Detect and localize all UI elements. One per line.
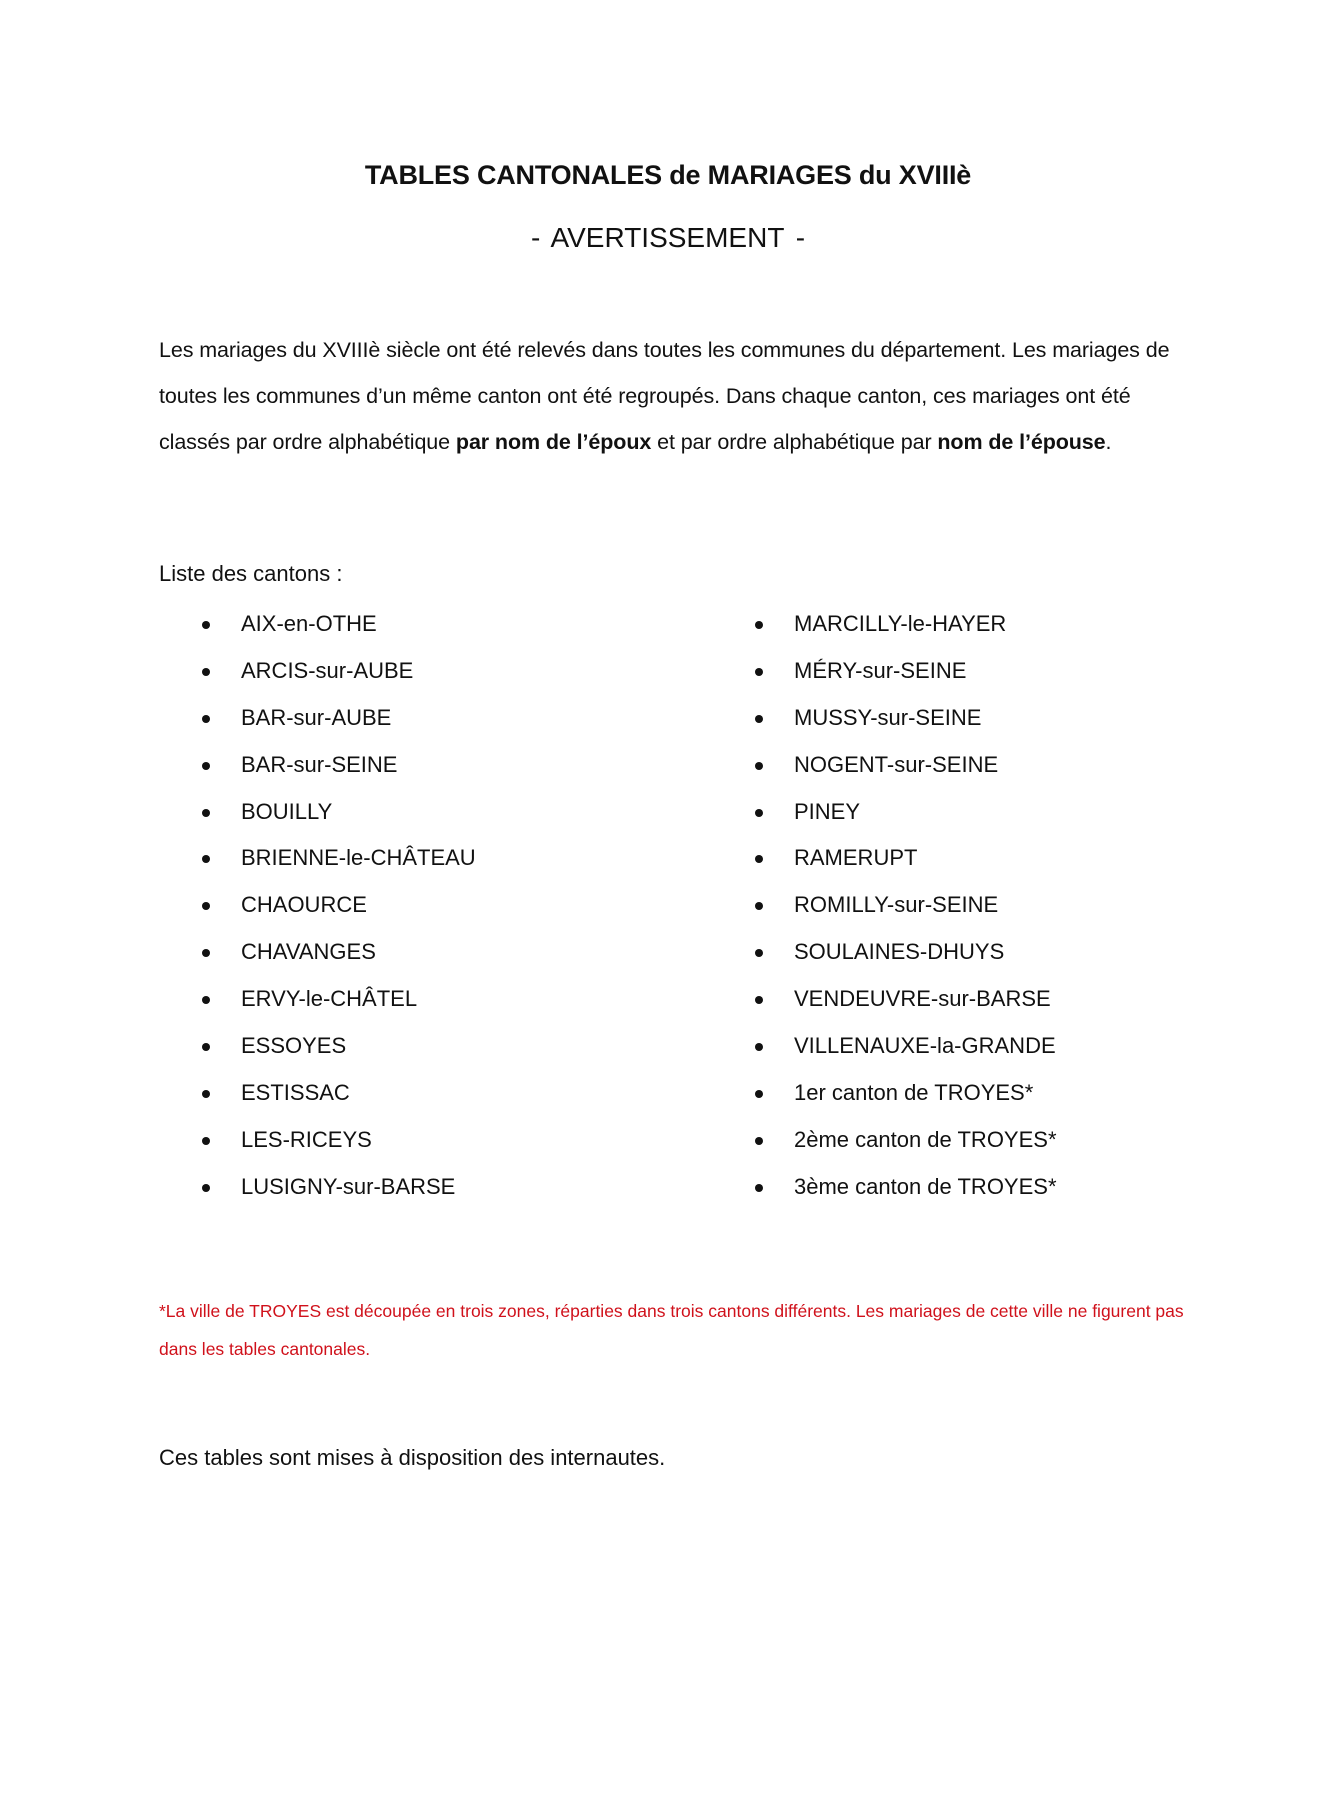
intro-text-2: et par ordre alphabétique par — [651, 430, 938, 454]
canton-list-item: BRIENNE-le-CHÂTEAU — [200, 835, 476, 882]
canton-list-item: ROMILLY-sur-SEINE — [753, 882, 1057, 929]
canton-list-item: ERVY-le-CHÂTEL — [200, 976, 476, 1023]
canton-list-item: ESTISSAC — [200, 1070, 476, 1117]
canton-list-item: 1er canton de TROYES* — [753, 1070, 1057, 1117]
canton-list-item: LUSIGNY-sur-BARSE — [200, 1164, 476, 1211]
canton-list-item: BAR-sur-SEINE — [200, 742, 476, 789]
canton-list-label: Liste des cantons : — [159, 561, 343, 586]
canton-list-item: 3ème canton de TROYES* — [753, 1164, 1057, 1211]
canton-list-item: CHAOURCE — [200, 882, 476, 929]
canton-list-item: BOUILLY — [200, 789, 476, 836]
canton-list-item: RAMERUPT — [753, 835, 1057, 882]
canton-list-item: VENDEUVRE-sur-BARSE — [753, 976, 1057, 1023]
intro-text-1: Les mariages du XVIIIè siècle ont été relevés dans toutes les communes du département. Les mariages de toutes les communes d’un même canton ont été regroupés. Dans chaque canton, ces mariages ont été classés par ordre alphabétique — [159, 338, 1170, 454]
canton-list-item: CHAVANGES — [200, 929, 476, 976]
canton-list-item: 2ème canton de TROYES* — [753, 1117, 1057, 1164]
canton-list-left — [200, 601, 476, 1211]
canton-list-item: MARCILLY-le-HAYER — [753, 601, 1057, 648]
document-subtitle: - AVERTISSEMENT - — [530, 222, 806, 253]
canton-list-item: MUSSY-sur-SEINE — [753, 695, 1057, 742]
canton-list-right — [753, 601, 1057, 1211]
canton-list-item: ARCIS-sur-AUBE — [200, 648, 476, 695]
canton-list-item: PINEY — [753, 789, 1057, 836]
intro-text-3: . — [1105, 430, 1112, 454]
intro-bold-epoux: par nom de l’époux — [455, 430, 652, 454]
document-title: TABLES CANTONALES de MARIAGES du XVIIIè — [364, 160, 972, 190]
canton-list-item: VILLENAUXE-la-GRANDE — [753, 1023, 1057, 1070]
troyes-footnote: *La ville de TROYES est découpée en trois zones, réparties dans trois cantons différents. Les mariages de cette ville ne figurent pas dans les tables cantonales. — [159, 1301, 1184, 1359]
canton-list-item: BAR-sur-AUBE — [200, 695, 476, 742]
canton-list-item: NOGENT-sur-SEINE — [753, 742, 1057, 789]
canton-list-item: ESSOYES — [200, 1023, 476, 1070]
canton-list-item: MÉRY-sur-SEINE — [753, 648, 1057, 695]
canton-list-item: SOULAINES-DHUYS — [753, 929, 1057, 976]
canton-list-item: LES-RICEYS — [200, 1117, 476, 1164]
closing-statement: Ces tables sont mises à disposition des internautes. — [159, 1445, 666, 1470]
canton-list-item: AIX-en-OTHE — [200, 601, 476, 648]
intro-paragraph — [159, 327, 1199, 465]
intro-bold-epouse: nom de l’épouse — [937, 430, 1106, 454]
